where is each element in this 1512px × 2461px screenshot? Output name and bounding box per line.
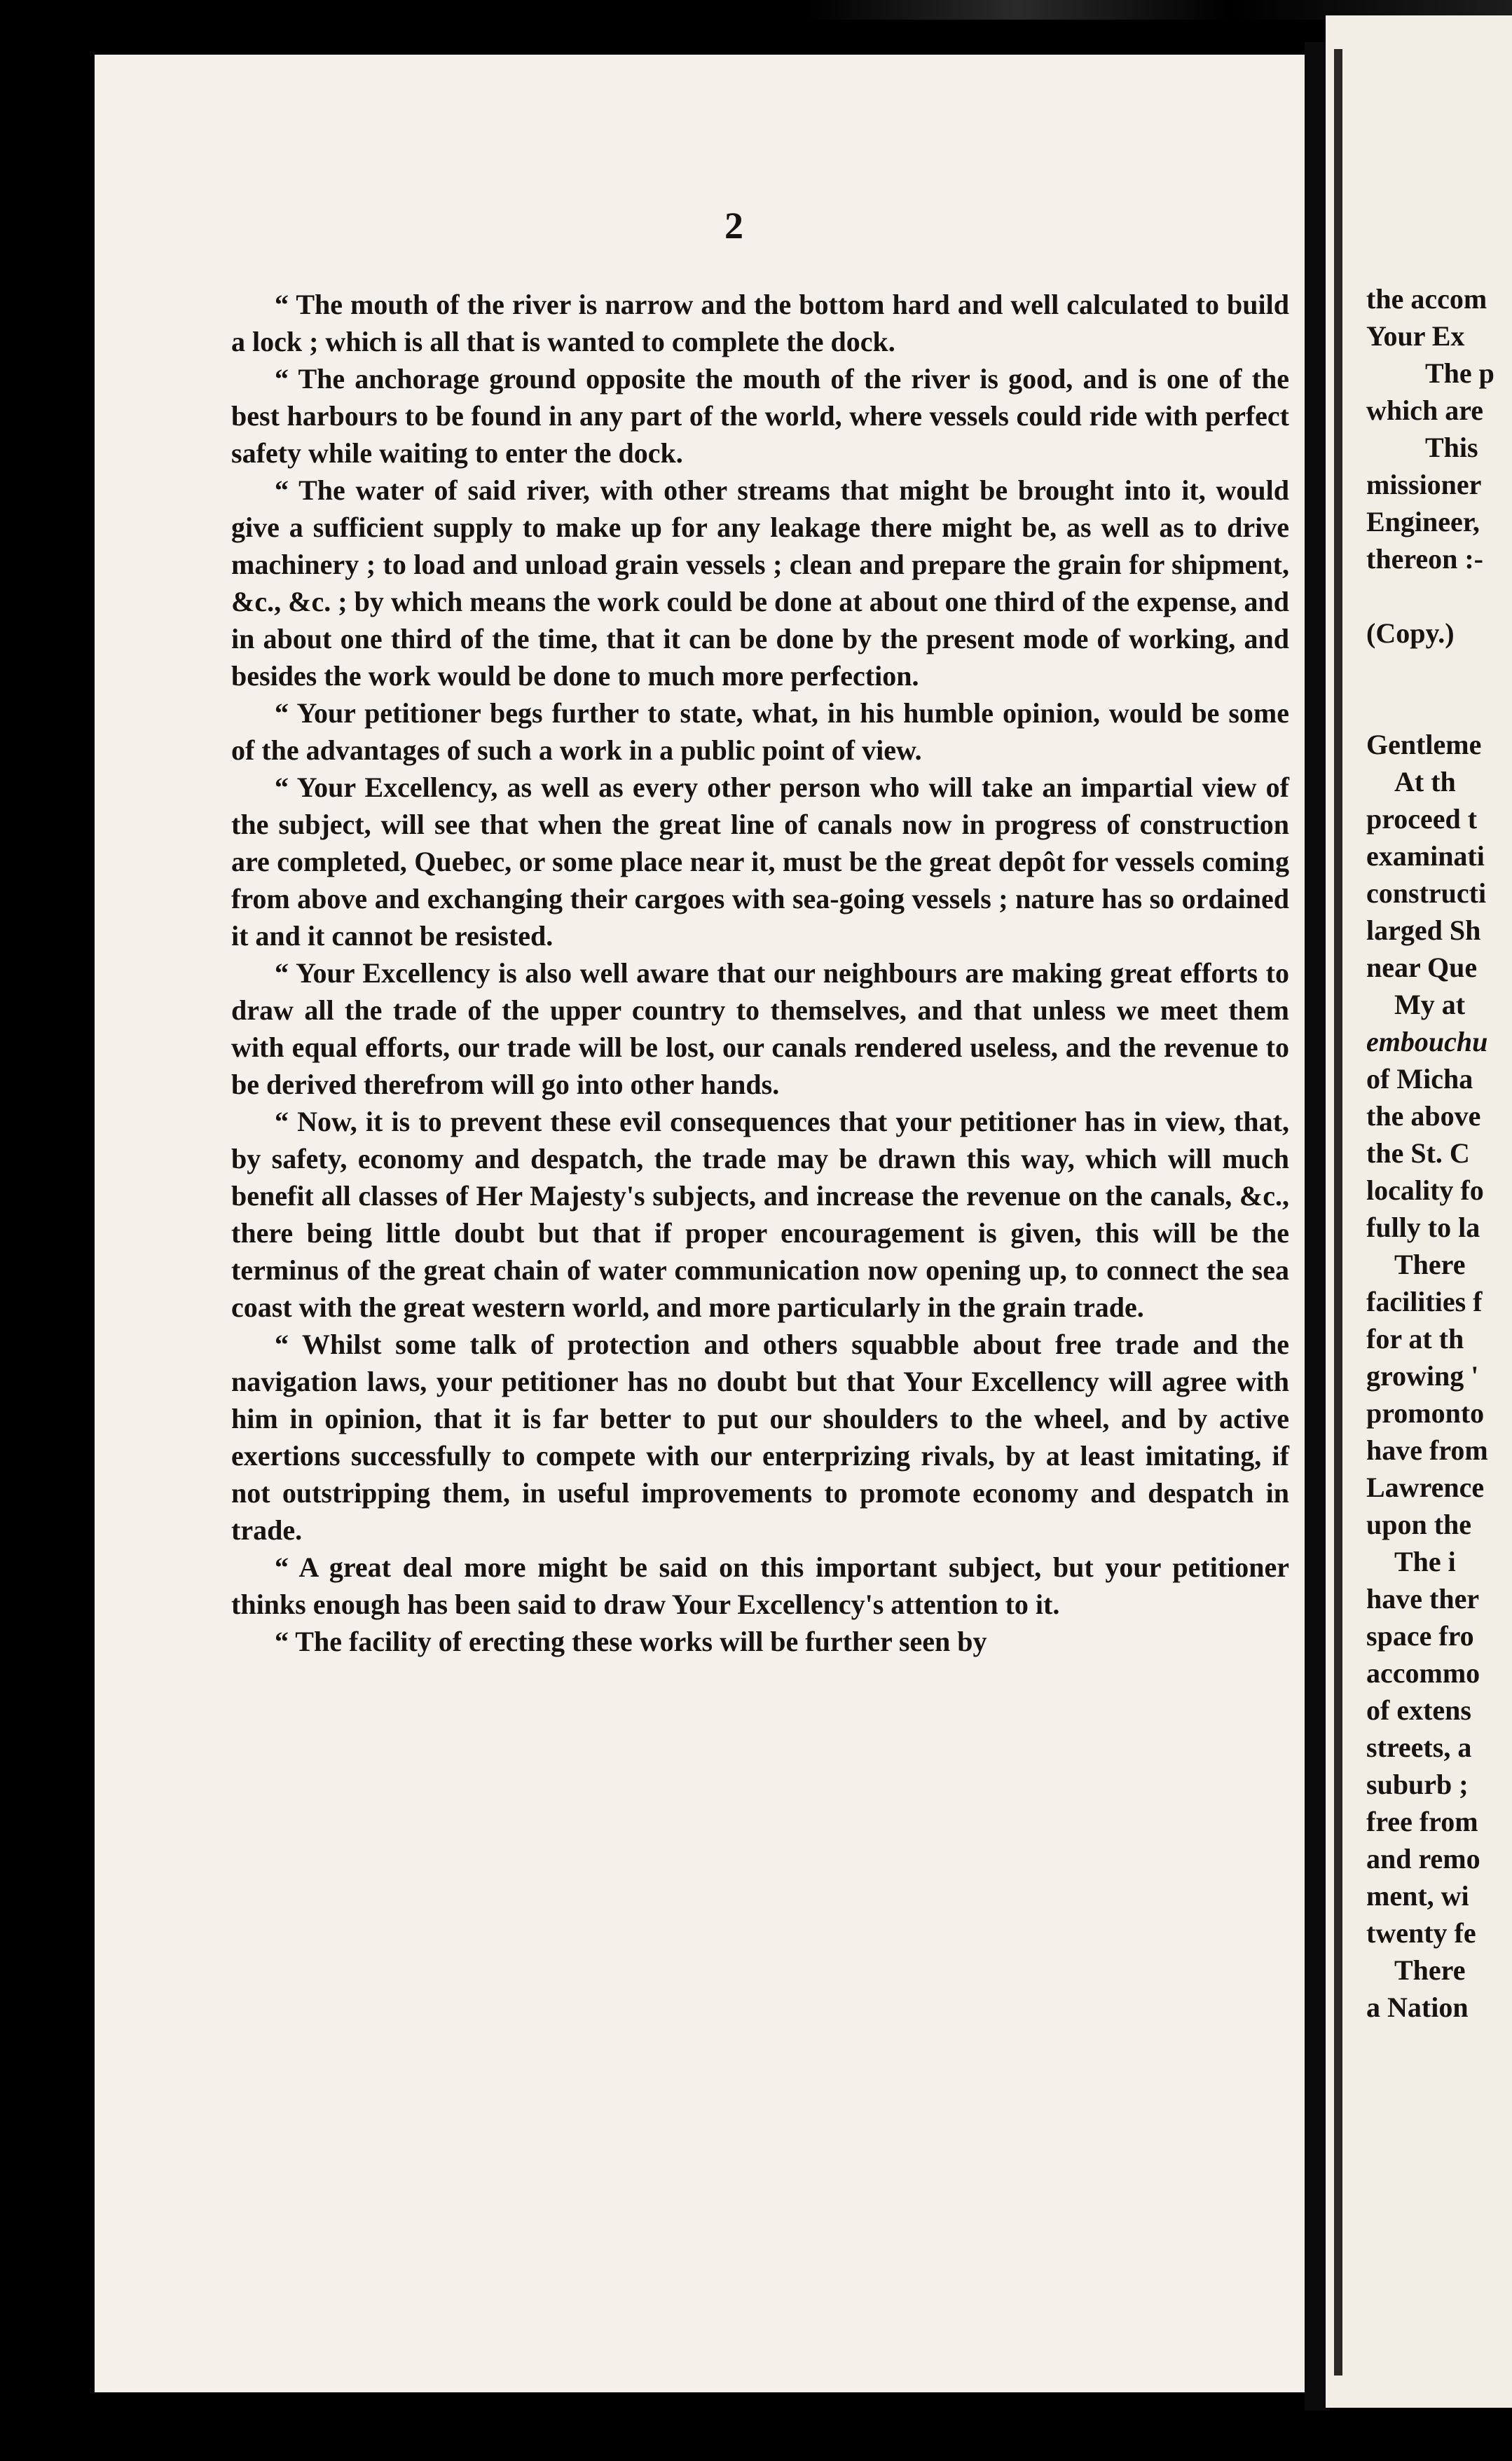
paragraph: “ Your Excellency is also well aware that our neighbours are making great efforts to draw all the trade of the upper country to themselves, and that unless we meet them with equal efforts, our trade will be lost, our canals rendered useless, and the revenue to be derived therefrom will go into other hands. — [231, 957, 1289, 1100]
facing-line: free from — [1366, 1806, 1478, 1837]
facing-line: thereon :- — [1366, 543, 1483, 575]
facing-line: At th — [1394, 766, 1456, 797]
facing-line: near Que — [1366, 952, 1478, 983]
page-number: 2 — [724, 205, 743, 247]
facing-line: upon the — [1366, 1509, 1472, 1540]
salutation: Gentleme — [1366, 729, 1482, 760]
facing-line: have from — [1366, 1434, 1488, 1466]
facing-line: have ther — [1366, 1583, 1480, 1615]
facing-line: There — [1394, 1249, 1466, 1280]
facing-line: for at th — [1366, 1323, 1464, 1355]
facing-line: of Micha — [1366, 1063, 1473, 1095]
facing-page-text — [1366, 280, 1512, 2026]
facing-line: twenty fe — [1366, 1917, 1476, 1949]
facing-line: The p — [1425, 357, 1494, 389]
facing-line: Your Ex — [1366, 320, 1465, 352]
paragraph: “ The facility of erecting these works will be further seen by — [275, 1626, 987, 1657]
facing-line: examinati — [1366, 840, 1485, 872]
facing-line: growing ' — [1366, 1360, 1479, 1392]
facing-line: missioner — [1366, 469, 1482, 500]
facing-line: My at — [1394, 989, 1466, 1020]
facing-line: locality fo — [1366, 1174, 1484, 1206]
facing-line: This — [1425, 432, 1478, 463]
facing-line: Lawrence — [1366, 1472, 1485, 1503]
gutter-binding-line — [1334, 49, 1342, 2376]
facing-line: the accom — [1366, 283, 1487, 315]
paragraph: “ The anchorage ground opposite the mouth of the river is good, and is one of the best harbours to be found in any part of the world, where vessels could ride with perfect safety while waiting to enter the dock. — [231, 363, 1289, 469]
facing-line: embouchu — [1366, 1026, 1488, 1057]
facing-line: promonto — [1366, 1397, 1485, 1429]
paragraph: “ A great deal more might be said on this important subject, but your petitioner thinks enough has been said to draw Your Excellency's attention to it. — [231, 1551, 1289, 1620]
facing-line: which are — [1366, 395, 1484, 426]
facing-line: There — [1394, 1954, 1466, 1986]
facing-line: fully to la — [1366, 1212, 1480, 1243]
copy-label: (Copy.) — [1366, 617, 1455, 649]
facing-line: and remo — [1366, 1843, 1480, 1874]
facing-line: a Nation — [1366, 1992, 1469, 2023]
facing-line: space fro — [1366, 1620, 1474, 1652]
facing-line: the above — [1366, 1100, 1481, 1132]
facing-line: ment, wi — [1366, 1880, 1469, 1912]
facing-line: proceed t — [1366, 803, 1478, 835]
facing-line: facilities f — [1366, 1286, 1483, 1317]
facing-line: The i — [1394, 1546, 1456, 1577]
facing-line: Engineer, — [1366, 506, 1480, 537]
paragraph: “ Your petitioner begs further to state, what, in his humble opinion, would be some of the advantages of such a work in a public point of view. — [231, 697, 1289, 766]
paragraph: “ Now, it is to prevent these evil consequences that your petitioner has in view, that, by safety, economy and despatch, the trade may be drawn this way, which will much benefit all classes of Her Majesty's subjects, and increase the revenue on the canals, &c., there being little doubt but that if proper encouragement is given, this will be the terminus of the great chain of water communication now opening up, to connect the sea coast with the great western world, and more particularly in the grain trade. — [231, 1106, 1289, 1323]
facing-line: the St. C — [1366, 1137, 1470, 1169]
facing-line: larged Sh — [1366, 914, 1481, 946]
facing-line: constructi — [1366, 877, 1487, 909]
main-text-column — [231, 286, 1289, 1660]
facing-line: accommo — [1366, 1657, 1480, 1689]
paragraph: “ The mouth of the river is narrow and the bottom hard and well calculated to build a lock ; which is all that is wanted to complete the dock. — [231, 289, 1289, 357]
paragraph: “ The water of said river, with other streams that might be brought into it, would give a sufficient supply to make up for any leakage there might be, as well as to drive machinery ; to load and unload grain vessels ; clean and prepare the grain for shipment, &c., &c. ; by which means the work could be done at about one third of the expense, and in about one third of the time, that it can be done by the present mode of working, and besides the work would be done to much more perfection. — [231, 474, 1289, 692]
facing-line: of extens — [1366, 1694, 1471, 1726]
paragraph: “ Your Excellency, as well as every other person who will take an impartial view of the subject, will see that when the great line of canals now in progress of construction are completed, Quebec, or some place near it, must be the great depôt for vessels coming from above and exchanging their cargoes with sea-going vessels ; nature has so ordained it and it cannot be resisted. — [231, 772, 1289, 952]
paragraph: “ Whilst some talk of protection and others squabble about free trade and the navigation laws, your petitioner has no doubt but that Your Excellency will agree with him in opinion, that it is far better to put our shoulders to the wheel, and by active exertions successfully to compete with our enterprizing rivals, by at least imitating, if not outstripping them, in useful improvements to promote economy and despatch in trade. — [231, 1329, 1289, 1546]
facing-line: suburb ; — [1366, 1769, 1469, 1800]
facing-line: streets, a — [1366, 1732, 1472, 1763]
